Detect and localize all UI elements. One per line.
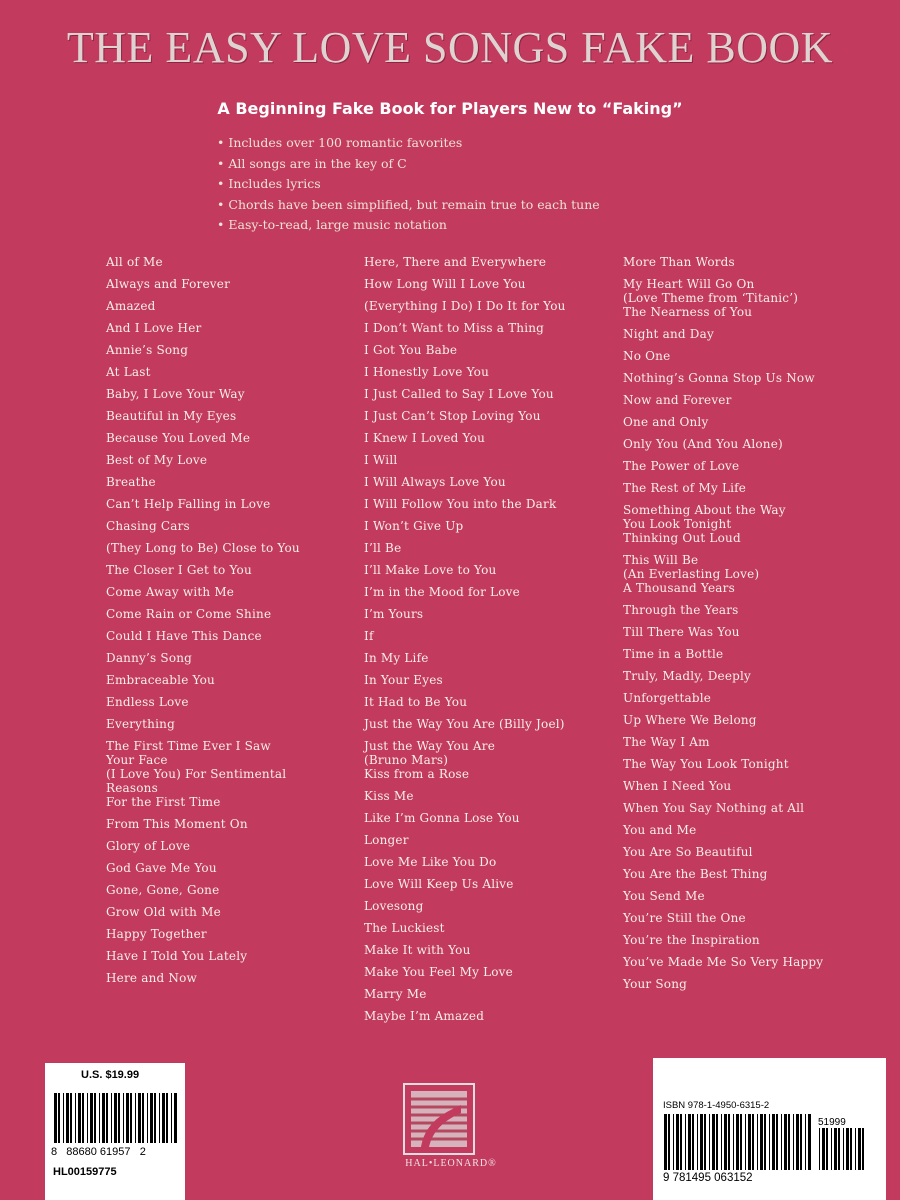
song-title: Happy Together bbox=[106, 927, 207, 941]
barcode-bar bbox=[70, 1093, 72, 1143]
barcode-bar bbox=[130, 1093, 132, 1143]
song-title: Just the Way You Are (Billy Joel) bbox=[364, 717, 565, 731]
song-title: More Than Words bbox=[623, 255, 735, 269]
song-title: Unforgettable bbox=[623, 691, 712, 705]
song-title: (Everything I Do) I Do It for You bbox=[364, 299, 566, 313]
barcode-bar bbox=[147, 1093, 148, 1143]
song-title: If bbox=[364, 629, 374, 643]
song-title: The Way I Am bbox=[623, 735, 710, 749]
song-title: Till There Was You bbox=[623, 625, 740, 639]
barcode-bar bbox=[728, 1114, 730, 1170]
barcode-bar bbox=[764, 1114, 766, 1170]
barcode-bar bbox=[740, 1114, 742, 1170]
barcode-bar bbox=[769, 1114, 770, 1170]
song-title: I Just Can’t Stop Loving You bbox=[364, 409, 541, 423]
song-title: Baby, I Love Your Way bbox=[106, 387, 245, 401]
song-title: I’ll Make Love to You bbox=[364, 563, 497, 577]
song-title: Kiss Me bbox=[364, 789, 414, 803]
barcode-bar bbox=[772, 1114, 775, 1170]
barcode-bar bbox=[808, 1114, 811, 1170]
song-title: I’m in the Mood for Love bbox=[364, 585, 520, 599]
barcode-bar bbox=[676, 1114, 679, 1170]
barcode-bar bbox=[843, 1128, 844, 1170]
song-title: I Won’t Give Up bbox=[364, 519, 464, 533]
song-title: I’m Yours bbox=[364, 607, 424, 621]
isbn-barcode-label bbox=[653, 1058, 886, 1200]
barcode-bar bbox=[752, 1114, 754, 1170]
barcode-bar bbox=[82, 1093, 84, 1143]
barcode-bar bbox=[819, 1128, 820, 1170]
barcode-bar bbox=[858, 1128, 861, 1170]
barcode-bar bbox=[75, 1093, 76, 1143]
song-title: Just the Way You Are (Bruno Mars) bbox=[364, 739, 495, 767]
song-title: Because You Loved Me bbox=[106, 431, 251, 445]
song-title: The First Time Ever I Saw Your Face bbox=[106, 739, 271, 767]
barcode-bar bbox=[99, 1093, 100, 1143]
barcode-bar bbox=[106, 1093, 108, 1143]
song-title: God Gave Me You bbox=[106, 861, 217, 875]
song-title: Truly, Madly, Deeply bbox=[623, 669, 752, 683]
barcode-bar bbox=[63, 1093, 64, 1143]
song-title: Make It with You bbox=[364, 943, 471, 957]
song-title: Love Will Keep Us Alive bbox=[364, 877, 514, 891]
song-title: And I Love Her bbox=[106, 321, 202, 335]
addon-barcode bbox=[818, 1128, 866, 1170]
price-text: U.S. $19.99 bbox=[81, 1069, 140, 1081]
barcode-bar bbox=[721, 1114, 722, 1170]
song-title: You Send Me bbox=[623, 889, 705, 903]
barcode-bar bbox=[736, 1114, 739, 1170]
song-title: You’re the Inspiration bbox=[623, 933, 760, 947]
barcode-bar bbox=[111, 1093, 112, 1143]
song-title: (I Love You) For Sentimental Reasons bbox=[106, 767, 287, 795]
song-title: Maybe I’m Amazed bbox=[364, 1009, 485, 1023]
song-title: I’ll Be bbox=[364, 541, 402, 555]
song-title: Gone, Gone, Gone bbox=[106, 883, 220, 897]
barcode-bar bbox=[760, 1114, 763, 1170]
barcode-bar bbox=[776, 1114, 778, 1170]
song-title: Chasing Cars bbox=[106, 519, 190, 533]
hal-leonard-logo-icon bbox=[403, 1083, 475, 1155]
barcode-bar bbox=[54, 1093, 57, 1143]
barcode-bar bbox=[166, 1093, 168, 1143]
barcode-bar bbox=[664, 1114, 667, 1170]
barcode-bar bbox=[138, 1093, 141, 1143]
song-title: A Thousand Years bbox=[623, 581, 735, 595]
song-title: Everything bbox=[106, 717, 175, 731]
feature-item: • Easy-to-read, large music notation bbox=[217, 215, 600, 236]
song-title: Lovesong bbox=[364, 899, 424, 913]
song-title: This Will Be (An Everlasting Love) bbox=[623, 553, 760, 581]
barcode-bar bbox=[700, 1114, 703, 1170]
barcode-bar bbox=[66, 1093, 69, 1143]
barcode-bar bbox=[784, 1114, 787, 1170]
song-title: You’ve Made Me So Very Happy bbox=[623, 955, 824, 969]
barcode-bar bbox=[850, 1128, 852, 1170]
song-title: When You Say Nothing at All bbox=[623, 801, 805, 815]
feature-item: • Chords have been simplified, but remain true to each tune bbox=[217, 195, 600, 216]
item-code: HL00159775 bbox=[53, 1166, 117, 1178]
song-list-column-1 bbox=[106, 255, 341, 993]
book-title: THE EASY LOVE SONGS FAKE BOOK bbox=[66, 23, 834, 72]
barcode-bar bbox=[709, 1114, 710, 1170]
song-title: Kiss from a Rose bbox=[364, 767, 470, 781]
barcode-bar bbox=[862, 1128, 864, 1170]
barcode-bar bbox=[724, 1114, 727, 1170]
price-barcode-label bbox=[45, 1063, 185, 1200]
song-title: When I Need You bbox=[623, 779, 732, 793]
song-title: Endless Love bbox=[106, 695, 189, 709]
upc-digits: 8 88680 61957 2 bbox=[51, 1146, 146, 1158]
song-title: Best of My Love bbox=[106, 453, 208, 467]
barcode-bar bbox=[126, 1093, 129, 1143]
song-title: Come Away with Me bbox=[106, 585, 235, 599]
barcode-bar bbox=[745, 1114, 746, 1170]
barcode-bar bbox=[796, 1114, 799, 1170]
barcode-bar bbox=[174, 1093, 177, 1143]
song-title: Your Song bbox=[623, 977, 688, 991]
barcode-bar bbox=[142, 1093, 144, 1143]
feature-item: • All songs are in the key of C bbox=[217, 154, 600, 175]
barcode-bar bbox=[668, 1114, 670, 1170]
isbn-digits: 9 781495 063152 bbox=[663, 1172, 753, 1184]
song-title: The Luckiest bbox=[364, 921, 445, 935]
song-title: My Heart Will Go On (Love Theme from ‘Titanic’) bbox=[623, 277, 799, 305]
barcode-bar bbox=[123, 1093, 124, 1143]
isbn-barcode bbox=[663, 1114, 813, 1170]
song-title: The Power of Love bbox=[623, 459, 740, 473]
song-title: Longer bbox=[364, 833, 409, 847]
song-title: Like I’m Gonna Lose You bbox=[364, 811, 520, 825]
song-title: Through the Years bbox=[623, 603, 739, 617]
song-title: Here, There and Everywhere bbox=[364, 255, 547, 269]
song-title: Always and Forever bbox=[106, 277, 231, 291]
song-title: No One bbox=[623, 349, 671, 363]
barcode-bar bbox=[150, 1093, 153, 1143]
song-title: Marry Me bbox=[364, 987, 427, 1001]
song-title: Only You (And You Alone) bbox=[623, 437, 783, 451]
song-title: How Long Will I Love You bbox=[364, 277, 526, 291]
song-title: Grow Old with Me bbox=[106, 905, 221, 919]
song-title: The Nearness of You bbox=[623, 305, 753, 319]
barcode-bar bbox=[826, 1128, 828, 1170]
barcode-bar bbox=[838, 1128, 840, 1170]
barcode-bar bbox=[680, 1114, 682, 1170]
song-title: Something About the Way You Look Tonight bbox=[623, 503, 786, 531]
features-list bbox=[217, 133, 600, 236]
barcode-bar bbox=[114, 1093, 117, 1143]
barcode-bar bbox=[788, 1114, 790, 1170]
barcode-bar bbox=[78, 1093, 81, 1143]
song-title: I Just Called to Say I Love You bbox=[364, 387, 554, 401]
barcode-bar bbox=[716, 1114, 718, 1170]
barcode-bar bbox=[855, 1128, 856, 1170]
song-list-column-2 bbox=[364, 255, 599, 1031]
song-title: Could I Have This Dance bbox=[106, 629, 262, 643]
song-title: You and Me bbox=[623, 823, 697, 837]
upc-barcode bbox=[53, 1093, 177, 1143]
barcode-bar bbox=[733, 1114, 734, 1170]
song-title: From This Moment On bbox=[106, 817, 248, 831]
barcode-bar bbox=[154, 1093, 156, 1143]
song-title: One and Only bbox=[623, 415, 709, 429]
song-title: Here and Now bbox=[106, 971, 197, 985]
song-title: Up Where We Belong bbox=[623, 713, 757, 727]
isbn-text: ISBN 978-1-4950-6315-2 bbox=[663, 1100, 770, 1111]
song-title: You’re Still the One bbox=[623, 911, 746, 925]
song-title: (They Long to Be) Close to You bbox=[106, 541, 300, 555]
song-title: Beautiful in My Eyes bbox=[106, 409, 237, 423]
barcode-bar bbox=[159, 1093, 160, 1143]
barcode-bar bbox=[171, 1093, 172, 1143]
song-title: The Rest of My Life bbox=[623, 481, 747, 495]
song-title: Amazed bbox=[106, 299, 156, 313]
barcode-bar bbox=[822, 1128, 825, 1170]
barcode-bar bbox=[688, 1114, 691, 1170]
song-title: I Will Follow You into the Dark bbox=[364, 497, 557, 511]
barcode-bar bbox=[757, 1114, 758, 1170]
song-title: Danny’s Song bbox=[106, 651, 193, 665]
barcode-bar bbox=[704, 1114, 706, 1170]
song-title: Have I Told You Lately bbox=[106, 949, 248, 963]
barcode-bar bbox=[846, 1128, 849, 1170]
song-title: Make You Feel My Love bbox=[364, 965, 513, 979]
barcode-bar bbox=[800, 1114, 802, 1170]
song-title: Thinking Out Loud bbox=[623, 531, 741, 545]
song-title: Come Rain or Come Shine bbox=[106, 607, 272, 621]
song-title: I Got You Babe bbox=[364, 343, 458, 357]
song-title: Nothing’s Gonna Stop Us Now bbox=[623, 371, 815, 385]
barcode-bar bbox=[712, 1114, 715, 1170]
song-title: You Are So Beautiful bbox=[623, 845, 753, 859]
barcode-bar bbox=[793, 1114, 794, 1170]
barcode-bar bbox=[805, 1114, 806, 1170]
song-title: You Are the Best Thing bbox=[623, 867, 768, 881]
song-title: Night and Day bbox=[623, 327, 714, 341]
song-title: For the First Time bbox=[106, 795, 221, 809]
song-title: The Way You Look Tonight bbox=[623, 757, 789, 771]
song-title: Love Me Like You Do bbox=[364, 855, 497, 869]
feature-item: • Includes over 100 romantic favorites bbox=[217, 133, 600, 154]
song-title: Time in a Bottle bbox=[623, 647, 724, 661]
barcode-bar bbox=[135, 1093, 136, 1143]
barcode-bar bbox=[685, 1114, 686, 1170]
song-title: I Honestly Love You bbox=[364, 365, 490, 379]
song-title: I Don’t Want to Miss a Thing bbox=[364, 321, 545, 335]
barcode-bar bbox=[748, 1114, 751, 1170]
publisher-name: HAL•LEONARD® bbox=[405, 1158, 497, 1169]
book-subtitle: A Beginning Fake Book for Players New to “Faking” bbox=[217, 99, 683, 118]
addon-digits: 51999 bbox=[818, 1117, 846, 1128]
song-title: Breathe bbox=[106, 475, 156, 489]
song-title: Glory of Love bbox=[106, 839, 191, 853]
barcode-bar bbox=[831, 1128, 832, 1170]
song-title: All of Me bbox=[106, 255, 163, 269]
barcode-bar bbox=[118, 1093, 120, 1143]
song-title: Can’t Help Falling in Love bbox=[106, 497, 271, 511]
song-title: Embraceable You bbox=[106, 673, 215, 687]
song-title: Now and Forever bbox=[623, 393, 732, 407]
song-title: The Closer I Get to You bbox=[106, 563, 252, 577]
barcode-bar bbox=[90, 1093, 93, 1143]
barcode-bar bbox=[834, 1128, 837, 1170]
song-title: Annie’s Song bbox=[106, 343, 189, 357]
barcode-bar bbox=[58, 1093, 60, 1143]
song-list-column-3 bbox=[623, 255, 858, 999]
song-title: In My Life bbox=[364, 651, 429, 665]
barcode-bar bbox=[87, 1093, 88, 1143]
barcode-bar bbox=[673, 1114, 674, 1170]
barcode-bar bbox=[94, 1093, 96, 1143]
song-title: I Knew I Loved You bbox=[364, 431, 485, 445]
barcode-bar bbox=[692, 1114, 694, 1170]
song-title: I Will bbox=[364, 453, 398, 467]
song-title: At Last bbox=[106, 365, 151, 379]
feature-item: • Includes lyrics bbox=[217, 174, 600, 195]
barcode-bar bbox=[162, 1093, 165, 1143]
song-title: It Had to Be You bbox=[364, 695, 468, 709]
barcode-bar bbox=[102, 1093, 105, 1143]
barcode-bar bbox=[697, 1114, 698, 1170]
song-title: In Your Eyes bbox=[364, 673, 443, 687]
barcode-bar bbox=[781, 1114, 782, 1170]
song-title: I Will Always Love You bbox=[364, 475, 506, 489]
